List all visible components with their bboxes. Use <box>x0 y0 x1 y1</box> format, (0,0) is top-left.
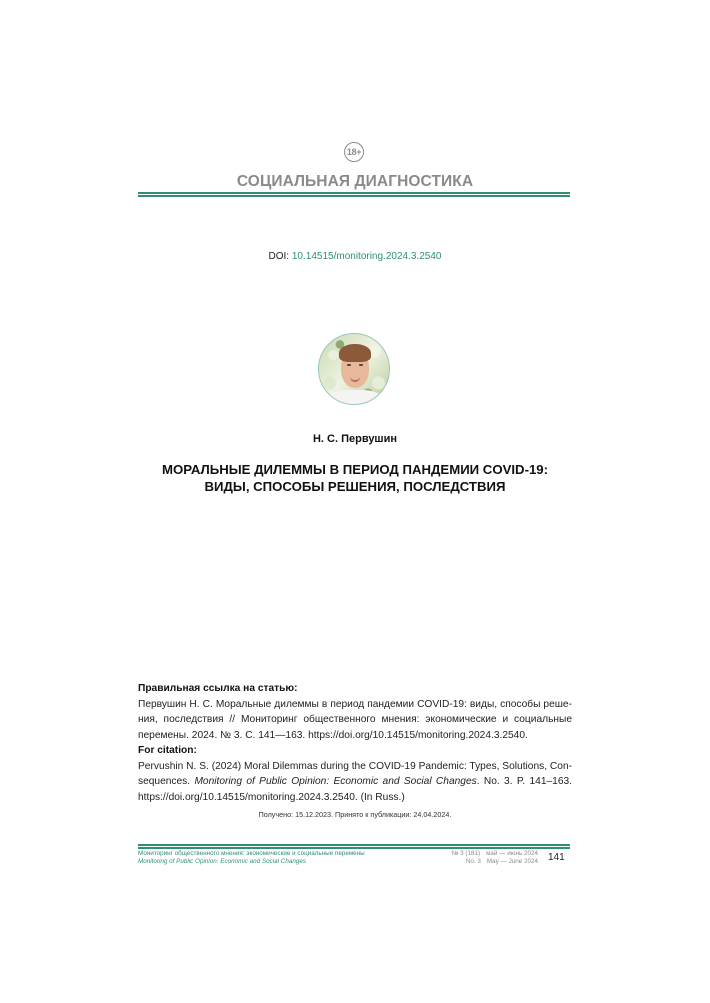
footer-issue <box>400 850 538 865</box>
section-title: СОЦИАЛЬНАЯ ДИАГНОСТИКА <box>236 173 474 190</box>
doi-label: DOI: <box>268 251 290 262</box>
issue-en-period: May — June 2024 <box>486 857 538 865</box>
portrait-hair <box>339 344 371 362</box>
citation-en-authors: Pervushin N. S. (2024) Moral Dilemmas during the COVID-19 Pandemic: Types, Solutions, Con-sequences. <box>138 760 572 787</box>
portrait-eye <box>347 364 351 366</box>
citation-en-label: For citation: <box>138 745 197 756</box>
page-number: 141 <box>548 852 565 863</box>
citation-ru-label: Правильная ссылка на статью: <box>138 683 298 694</box>
received-dates: Получено: 15.12.2023. Принято к публикации: 24.04.2024. <box>258 810 452 819</box>
article-title-line: МОРАЛЬНЫЕ ДИЛЕММЫ В ПЕРИОД ПАНДЕМИИ COVID-19: <box>161 462 549 477</box>
citation-en-details: . No. 3. P. 141–163. https://doi.org/10.14515/monitoring.2024.3.2540. (In Russ.) <box>138 776 572 803</box>
article-title-line: ВИДЫ, СПОСОБЫ РЕШЕНИЯ, ПОСЛЕДСТВИЯ <box>204 479 506 494</box>
citation-en-text <box>138 759 572 806</box>
doi-line <box>138 251 572 262</box>
age-rating-text: 18+ <box>346 147 362 157</box>
footer-issue-ru <box>400 850 538 858</box>
issue-ru-number: № 3 (181) <box>451 850 481 857</box>
doi-link[interactable]: 10.14515/monitoring.2024.3.2540 <box>291 251 442 262</box>
citation-ru-text: Первушин Н. С. Моральные дилеммы в период пандемии COVID-19: виды, способы реше-ния, последствия // Мониторинг общественного мнения: экономические и социальные перемены. 2024. № 3. С. 141—163. https://doi.org/10.14515/monitoring.2024.3.2540. <box>138 698 572 741</box>
issue-ru-period: май — июнь 2024 <box>486 850 538 857</box>
portrait-shirt <box>327 390 383 405</box>
author-photo <box>318 333 390 405</box>
portrait-eye <box>359 364 363 366</box>
header-divider <box>138 192 570 197</box>
footer-divider <box>138 844 570 849</box>
article-title <box>138 461 572 495</box>
age-rating-icon <box>344 142 364 162</box>
citation-en-journal: Monitoring of Public Opinion: Economic and Social Changes <box>194 776 477 787</box>
footer-issue-en <box>400 858 538 866</box>
issue-en-number: No. 3 <box>465 857 481 865</box>
footer-journal <box>138 850 365 865</box>
citation-block <box>138 681 572 805</box>
author-name: Н. С. Первушин <box>312 433 398 445</box>
footer-journal-ru: Мониторинг общественного мнения: экономические и социальные перемены <box>138 850 365 857</box>
footer-journal-en: Monitoring of Public Opinion: Economic and Social Changes <box>138 857 307 865</box>
